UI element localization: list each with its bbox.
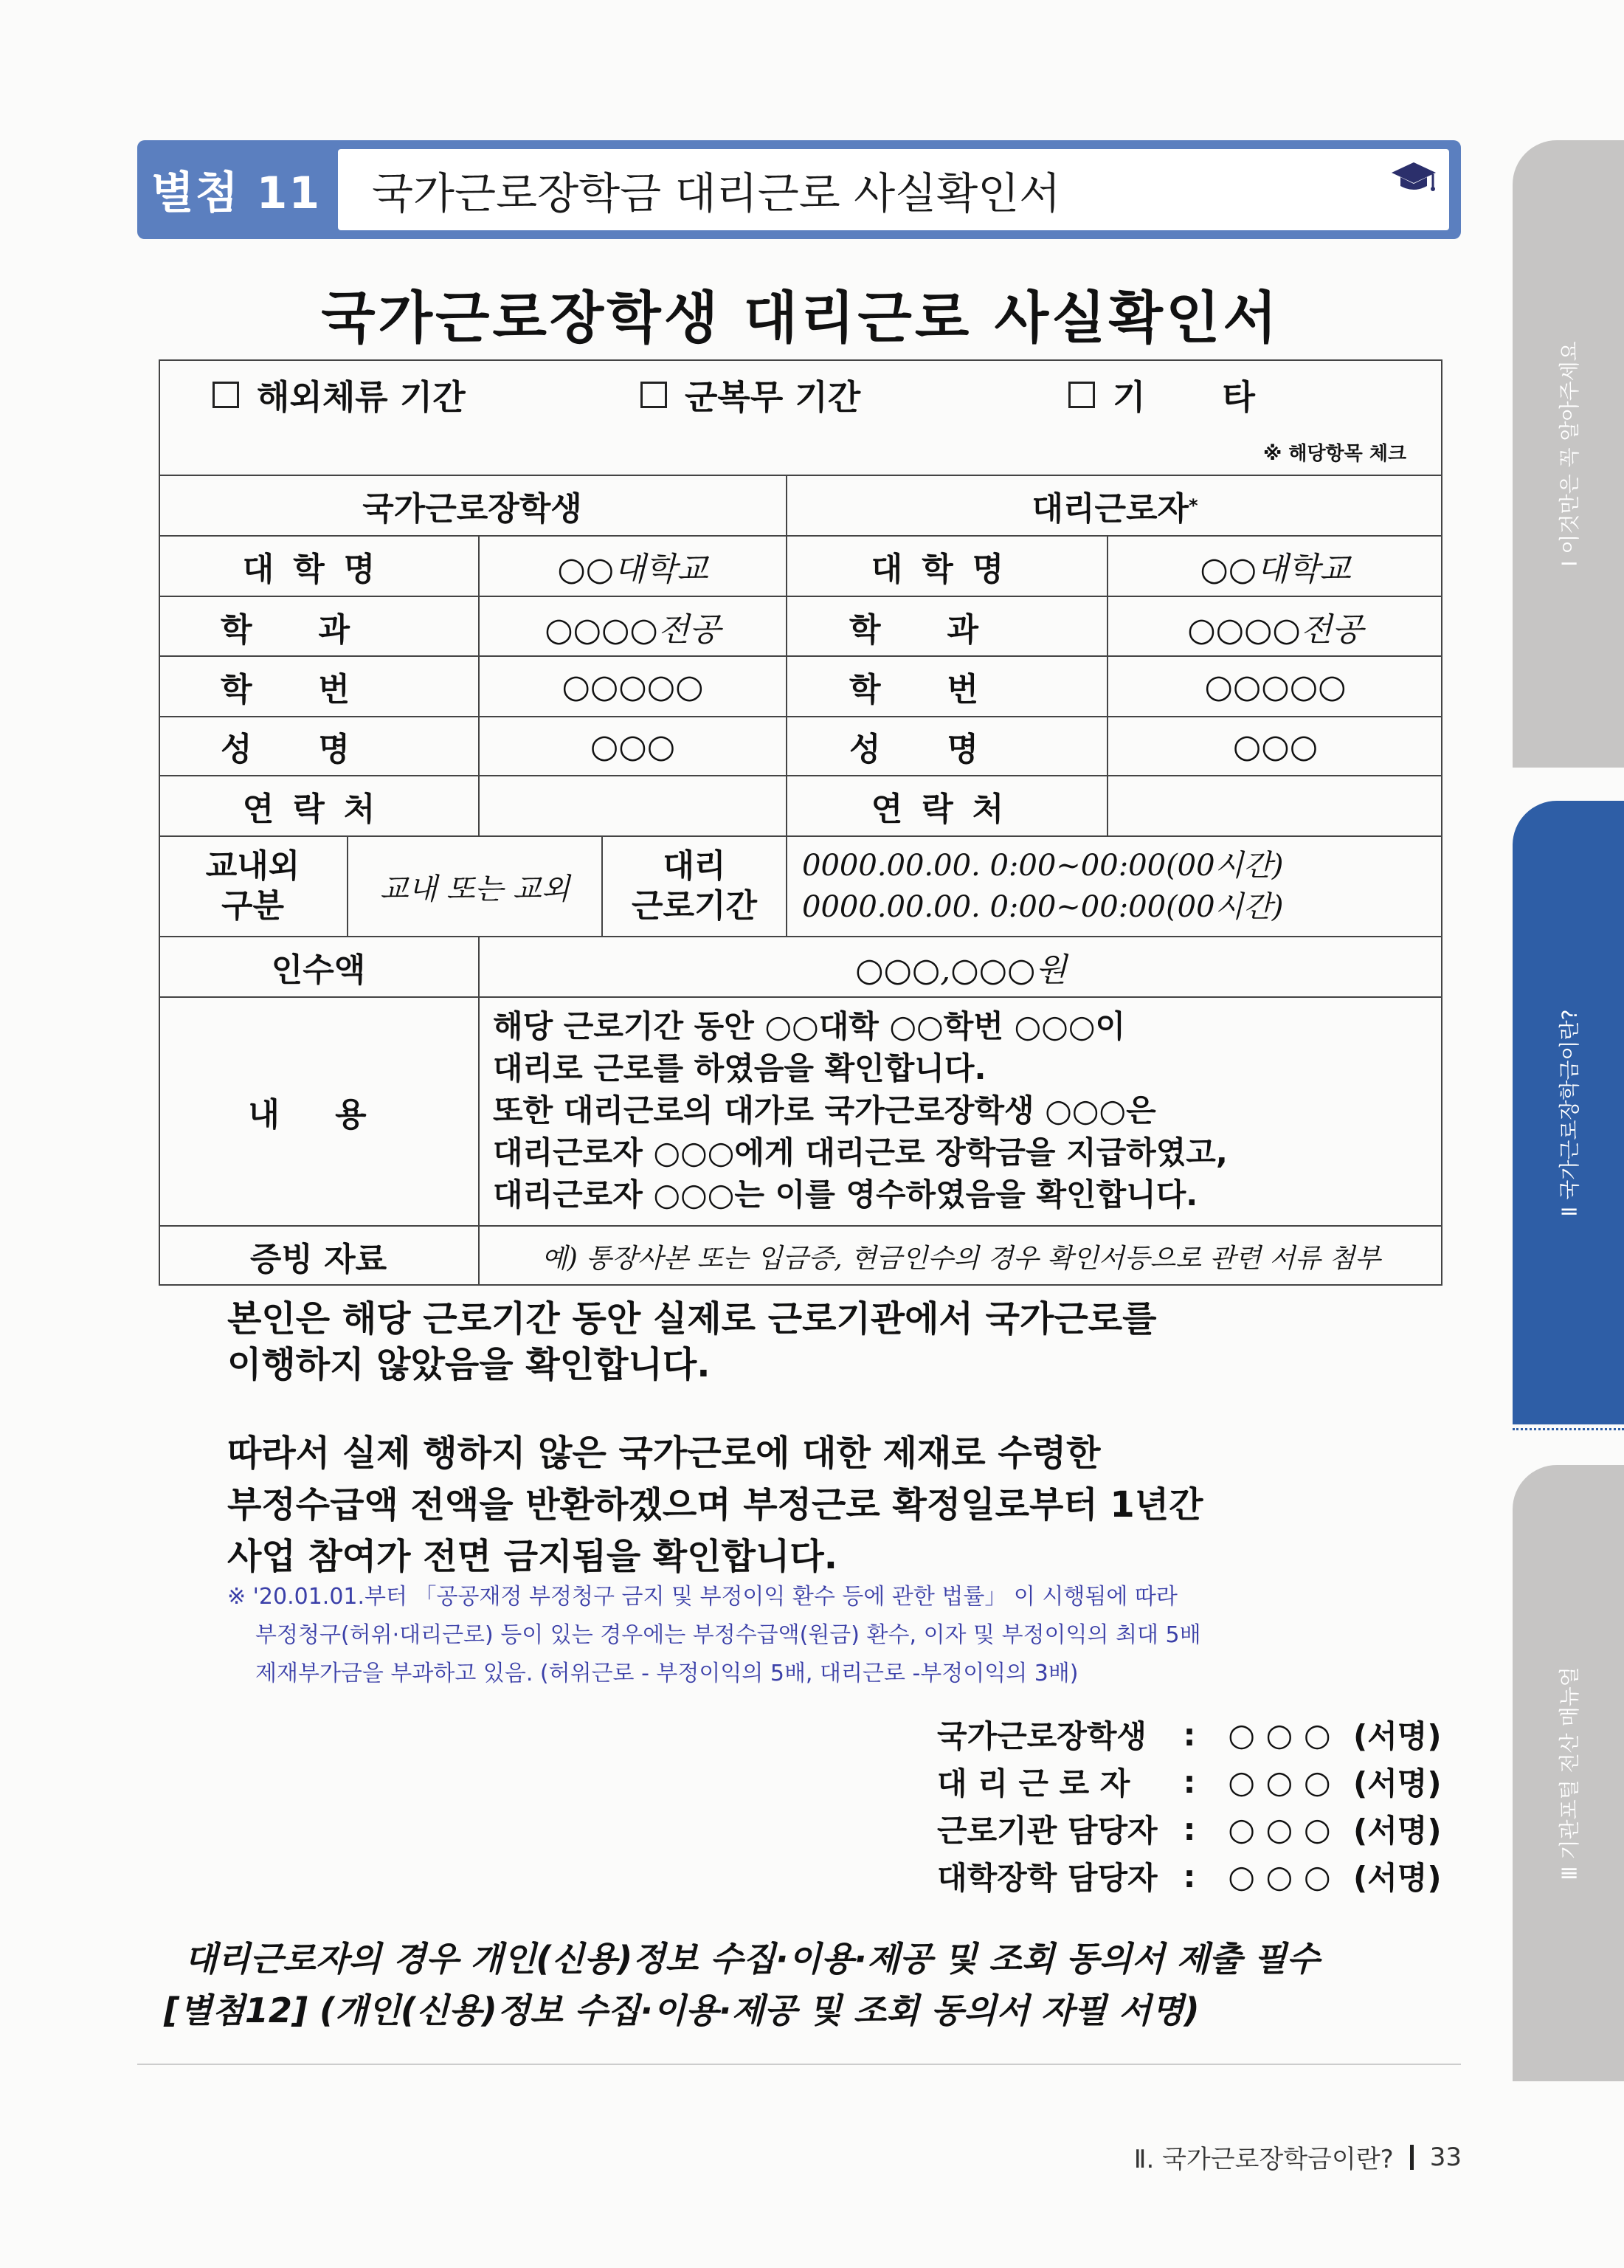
signature-role: 국가근로장학생 — [937, 1718, 1147, 1754]
form-title: 국가근로장학생 대리근로 사실확인서 — [321, 285, 1280, 351]
side-tab-section-2[interactable] — [1513, 801, 1624, 1424]
signature-line[interactable] — [937, 1807, 1442, 1851]
signature-sign: (서명) — [1353, 1813, 1442, 1849]
content-line: 또한 대리근로의 대가로 국가근로장학생 ○○○은 — [493, 1092, 1156, 1128]
signature-colon: : — [1183, 1810, 1196, 1847]
signature-colon: : — [1183, 1858, 1196, 1895]
signature-colon: : — [1183, 1763, 1196, 1800]
label-department: 학과 — [220, 610, 416, 649]
proxy-university[interactable]: ○○대학교 — [1200, 551, 1351, 588]
period-line: 0000.00.00. 0:00~00:00(00시간) — [802, 849, 1284, 883]
period-label-line: 대리 — [663, 847, 726, 885]
proxy-contact[interactable] — [1108, 776, 1442, 835]
appendix-reference: [별첨12] (개인(신용)정보 수집·이용·제공 및 조회 동의서 자필 서명) — [164, 1990, 1200, 2030]
evidence-value[interactable]: 예) 통장사본 또는 입금증, 현금인수의 경우 확인서등으로 관련 서류 첨부 — [542, 1243, 1381, 1274]
amount-label: 인수액 — [271, 951, 366, 989]
checkbox-label: 해외체류 기간 — [257, 377, 466, 417]
statement-1 — [227, 1296, 1156, 1388]
student-department[interactable]: ○○○○전공 — [545, 610, 721, 649]
signature-sign: (서명) — [1353, 1765, 1442, 1802]
signature-role: 근로기관 담당자 — [937, 1813, 1158, 1849]
statement-2 — [227, 1427, 1203, 1582]
label-name: 성명 — [849, 731, 1045, 768]
consent-note: 대리근로자의 경우 개인(신용)정보 수집·이용·제공 및 조회 동의서 제출 필수 — [184, 1939, 1320, 1979]
content-line: 해당 근로기간 동안 ○○대학 ○○학번 ○○○이 — [493, 1008, 1126, 1044]
header-title-box — [338, 149, 1449, 230]
signature-value: ○ ○ ○ — [1228, 1858, 1331, 1895]
content-label: 내 용 — [248, 1096, 389, 1134]
proxy-header-text: 대리근로자 — [1032, 490, 1189, 528]
label-name: 성명 — [220, 731, 416, 768]
amount-value[interactable]: ○○○,○○○원 — [855, 951, 1067, 989]
content-line: 대리로 근로를 하였음을 확인합니다. — [493, 1050, 987, 1086]
student-header: 국가근로장학생 — [362, 490, 582, 528]
header-banner — [137, 140, 1461, 239]
period-label — [603, 837, 786, 936]
side-tab-label: Ⅱ 국가근로장학금이란? — [1557, 1009, 1582, 1216]
legal-line: 부정청구(허위·대리근로) 등이 있는 경우에는 부정수급액(원금) 환수, 이자 및 부정이익의 최대 5배 — [255, 1622, 1201, 1648]
checkbox-military[interactable] — [640, 373, 860, 417]
evidence-label: 증빙 자료 — [249, 1241, 387, 1278]
legal-note — [227, 1578, 1408, 1693]
checkbox-label: 기 타 — [1113, 377, 1273, 417]
proxy-header — [787, 476, 1442, 535]
graduation-cap-icon — [1390, 159, 1437, 195]
side-tab-section-3[interactable] — [1513, 1465, 1624, 2081]
checkbox-label: 군복무 기간 — [685, 377, 861, 417]
proxy-header-mark: * — [1188, 495, 1198, 516]
side-tab-label: Ⅰ 이것만은 꼭 알아주세요 — [1557, 341, 1582, 567]
header-title: 국가근로장학금 대리근로 사실확인서 — [372, 168, 1061, 218]
statement-line: 사업 참여가 전면 금지됨을 확인합니다. — [227, 1536, 837, 1577]
signature-value: ○ ○ ○ — [1228, 1763, 1331, 1800]
label-contact: 연락처 — [871, 790, 1023, 828]
proxy-name[interactable]: ○○○ — [1232, 727, 1319, 765]
label-student-id: 학번 — [849, 671, 1045, 709]
campus-label — [159, 837, 347, 936]
label-university: 대학명 — [242, 551, 395, 588]
signature-sign: (서명) — [1353, 1860, 1442, 1896]
legal-line: ※ '20.01.01.부터 「공공재정 부정청구 금지 및 부정이익 환수 등에 관한 법률」 이 시행됨에 따라 — [227, 1584, 1178, 1610]
proxy-department[interactable]: ○○○○전공 — [1187, 610, 1364, 649]
side-tab-section-1[interactable] — [1513, 140, 1624, 768]
content-line: 대리근로자 ○○○에게 대리근로 장학금을 지급하였고, — [493, 1134, 1228, 1171]
period-line: 0000.00.00. 0:00~00:00(00시간) — [802, 890, 1284, 924]
signature-value: ○ ○ ○ — [1228, 1810, 1331, 1847]
signature-role: 대 리 근 로 자 — [937, 1765, 1130, 1802]
side-tab-label: Ⅲ 기관포털 전산 매뉴얼 — [1557, 1666, 1582, 1881]
appendix-tag: 별첨 11 — [151, 168, 322, 219]
campus-value[interactable]: 교내 또는 교외 — [379, 872, 570, 906]
campus-label-line: 교내외 — [205, 847, 300, 885]
signature-colon: : — [1183, 1716, 1196, 1753]
label-contact: 연락처 — [242, 790, 395, 828]
page-footer — [1134, 2139, 1462, 2175]
signature-sign: (서명) — [1353, 1718, 1442, 1754]
proxy-id[interactable]: ○○○○○ — [1204, 667, 1347, 706]
checkbox-icon[interactable] — [212, 382, 239, 408]
period-label-line: 근로기간 — [631, 887, 757, 925]
legal-line: 제재부가금을 부과하고 있음. (허위근로 - 부정이익의 5배, 대리근로 -부정이익의 3배) — [255, 1661, 1079, 1686]
statement-line: 부정수급액 전액을 반환하겠으며 부정근로 확정일로부터 1년간 — [227, 1484, 1203, 1526]
checkbox-other[interactable] — [1068, 373, 1273, 417]
period-values[interactable] — [787, 837, 1442, 936]
signature-line[interactable] — [937, 1854, 1442, 1898]
statement-line: 따라서 실제 행하지 않은 국가근로에 대한 제재로 수령한 — [227, 1433, 1101, 1474]
student-id[interactable]: ○○○○○ — [562, 667, 704, 706]
statement-line: 이행하지 않았음을 확인합니다. — [227, 1344, 711, 1385]
checkbox-icon[interactable] — [1068, 382, 1095, 408]
check-note: ※ 해당항목 체크 — [1263, 443, 1407, 465]
checkbox-overseas[interactable] — [212, 373, 466, 417]
campus-label-line: 구분 — [221, 887, 284, 925]
signature-role: 대학장학 담당자 — [937, 1860, 1158, 1896]
footer-separator — [1410, 2145, 1414, 2170]
footer-section: Ⅱ. 국가근로장학금이란? — [1133, 2145, 1394, 2174]
label-department: 학과 — [849, 610, 1045, 649]
footer-divider — [137, 2064, 1461, 2065]
label-university: 대학명 — [871, 551, 1023, 588]
student-contact[interactable] — [480, 776, 786, 835]
checkbox-icon[interactable] — [640, 382, 667, 408]
signature-line[interactable] — [937, 1712, 1442, 1757]
signature-value: ○ ○ ○ — [1228, 1716, 1331, 1753]
content-line: 대리근로자 ○○○는 이를 영수하였음을 확인합니다. — [493, 1176, 1198, 1213]
content-text[interactable] — [493, 1005, 1437, 1216]
signature-line[interactable] — [937, 1759, 1442, 1804]
student-university[interactable]: ○○대학교 — [557, 551, 708, 588]
page-number: 33 — [1429, 2142, 1462, 2172]
student-name[interactable]: ○○○ — [590, 727, 676, 765]
tab-divider — [1513, 1428, 1624, 1430]
statement-line: 본인은 해당 근로기간 동안 실제로 근로기관에서 국가근로를 — [227, 1298, 1157, 1340]
label-student-id: 학번 — [220, 671, 416, 709]
